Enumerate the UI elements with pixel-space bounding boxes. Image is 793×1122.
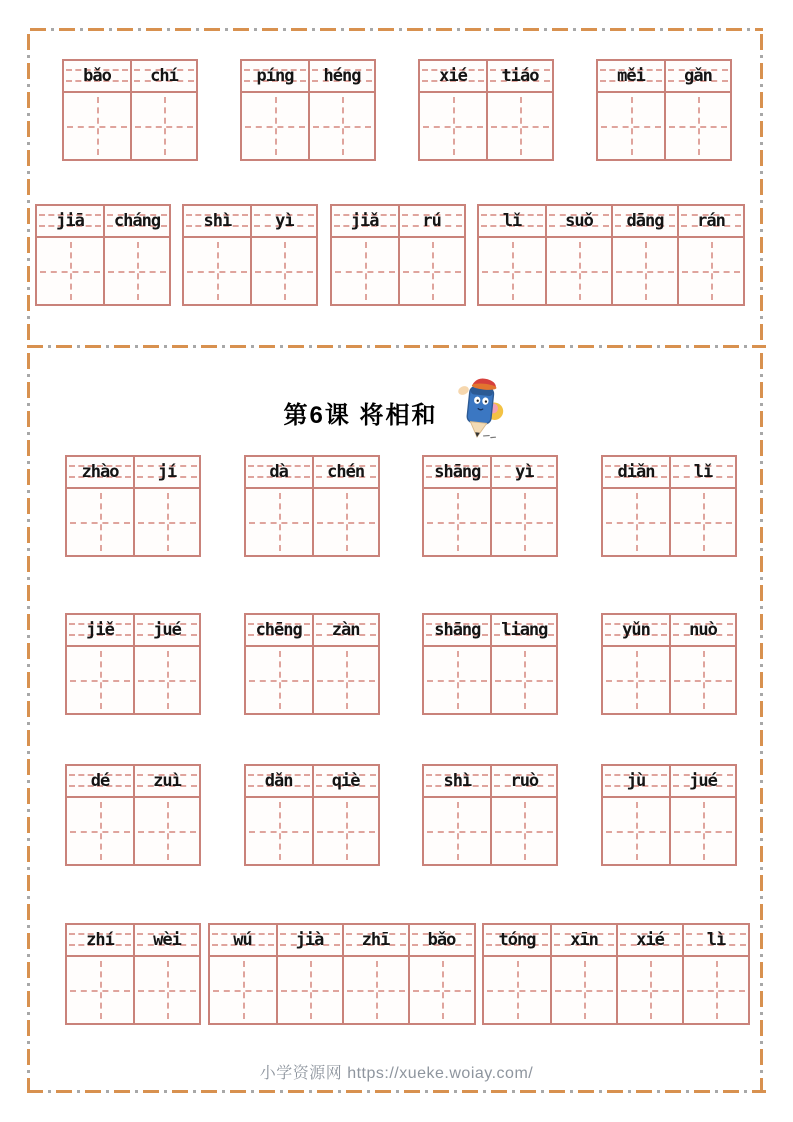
character-cell xyxy=(246,766,312,864)
writing-box xyxy=(684,957,748,1023)
writing-box xyxy=(64,93,130,159)
pinyin-label: jiǎ xyxy=(350,210,379,231)
pencil-mascot-icon xyxy=(452,375,510,441)
character-cell xyxy=(598,61,664,159)
pinyin-guide-box xyxy=(135,766,199,798)
lesson-title: 第6课 将相和 xyxy=(283,401,438,429)
word-grid xyxy=(330,204,466,306)
pinyin-guide-box xyxy=(242,61,308,93)
pinyin-guide-box xyxy=(671,457,735,489)
character-cell xyxy=(67,457,133,555)
character-cell xyxy=(677,206,743,304)
pinyin-label: liang xyxy=(501,619,548,640)
writing-box xyxy=(105,238,169,304)
word-grid xyxy=(65,455,201,557)
writing-box xyxy=(246,489,312,555)
writing-box xyxy=(67,957,133,1023)
pinyin-guide-box xyxy=(618,925,682,957)
pinyin-guide-box xyxy=(67,925,133,957)
word-grid xyxy=(62,59,198,161)
pinyin-label: yǔn xyxy=(622,619,650,640)
writing-box xyxy=(484,957,550,1023)
pinyin-label: bǎo xyxy=(83,65,111,86)
word-grid xyxy=(482,923,750,1025)
pinyin-guide-box xyxy=(64,61,130,93)
writing-box xyxy=(37,238,103,304)
character-cell xyxy=(424,615,490,713)
writing-box xyxy=(242,93,308,159)
pinyin-label: jué xyxy=(689,770,717,791)
character-cell xyxy=(130,61,196,159)
writing-box xyxy=(132,93,196,159)
pinyin-guide-box xyxy=(67,766,133,798)
pinyin-label: shì xyxy=(443,770,472,791)
pinyin-label: diǎn xyxy=(617,461,655,482)
pinyin-label: zhào xyxy=(81,461,119,482)
pinyin-label: lǐ xyxy=(502,210,522,231)
word-grid xyxy=(244,764,380,866)
pinyin-guide-box xyxy=(424,766,490,798)
pinyin-label: měi xyxy=(617,65,645,86)
character-cell xyxy=(490,615,556,713)
pinyin-label: jià xyxy=(295,929,324,950)
character-cell xyxy=(479,206,545,304)
writing-box xyxy=(424,647,490,713)
character-cell xyxy=(603,457,669,555)
writing-box xyxy=(479,238,545,304)
character-cell xyxy=(682,925,748,1023)
character-cell xyxy=(133,457,199,555)
pinyin-label: xié xyxy=(439,65,467,86)
writing-box xyxy=(424,489,490,555)
word-grid xyxy=(65,764,201,866)
writing-box xyxy=(492,647,556,713)
pinyin-guide-box xyxy=(246,766,312,798)
character-cell xyxy=(550,925,616,1023)
character-cell xyxy=(184,206,250,304)
character-cell xyxy=(424,457,490,555)
pinyin-label: lǐ xyxy=(693,461,713,482)
word-grid xyxy=(244,613,380,715)
character-cell xyxy=(616,925,682,1023)
pinyin-guide-box xyxy=(135,615,199,647)
character-cell xyxy=(669,457,735,555)
pinyin-label: tiáo xyxy=(501,65,539,86)
writing-box xyxy=(310,93,374,159)
writing-box xyxy=(410,957,474,1023)
pinyin-label: chén xyxy=(327,461,365,482)
pinyin-guide-box xyxy=(310,61,374,93)
writing-box xyxy=(135,489,199,555)
pinyin-guide-box xyxy=(67,457,133,489)
pinyin-label: cháng xyxy=(113,210,161,231)
lesson-header xyxy=(0,383,793,441)
pinyin-label: ruò xyxy=(510,770,539,791)
character-cell xyxy=(67,615,133,713)
pinyin-label: wú xyxy=(233,929,252,950)
character-cell xyxy=(484,925,550,1023)
character-cell xyxy=(664,61,730,159)
writing-box xyxy=(314,647,378,713)
pinyin-guide-box xyxy=(666,61,730,93)
writing-box xyxy=(67,489,133,555)
character-cell xyxy=(669,615,735,713)
writing-box xyxy=(671,489,735,555)
writing-box xyxy=(666,93,730,159)
writing-box xyxy=(135,647,199,713)
character-cell xyxy=(133,925,199,1023)
pinyin-guide-box xyxy=(132,61,196,93)
writing-box xyxy=(492,798,556,864)
pinyin-guide-box xyxy=(603,615,669,647)
pinyin-label: qiè xyxy=(331,770,360,791)
pinyin-label: shì xyxy=(203,210,232,231)
writing-box xyxy=(67,798,133,864)
character-cell xyxy=(420,61,486,159)
word-grid xyxy=(65,923,201,1025)
writing-box xyxy=(135,798,199,864)
pinyin-label: yì xyxy=(275,210,294,231)
writing-box xyxy=(332,238,398,304)
pinyin-guide-box xyxy=(424,457,490,489)
pinyin-guide-box xyxy=(332,206,398,238)
word-grid xyxy=(601,455,737,557)
pinyin-label: suǒ xyxy=(565,210,593,231)
writing-box xyxy=(603,489,669,555)
pinyin-guide-box xyxy=(135,925,199,957)
pinyin-guide-box xyxy=(547,206,611,238)
word-grid xyxy=(601,764,737,866)
pinyin-guide-box xyxy=(135,457,199,489)
writing-box xyxy=(184,238,250,304)
writing-box xyxy=(210,957,276,1023)
writing-box xyxy=(603,647,669,713)
pinyin-guide-box xyxy=(484,925,550,957)
pinyin-guide-box xyxy=(671,766,735,798)
pinyin-label: jí xyxy=(157,461,177,482)
word-grid-row xyxy=(30,764,763,866)
word-grid-row xyxy=(30,613,763,715)
pinyin-label: dà xyxy=(269,461,288,482)
character-cell xyxy=(398,206,464,304)
character-cell xyxy=(133,766,199,864)
pinyin-guide-box xyxy=(424,615,490,647)
character-cell xyxy=(250,206,316,304)
pinyin-guide-box xyxy=(184,206,250,238)
pinyin-guide-box xyxy=(246,615,312,647)
pinyin-guide-box xyxy=(252,206,316,238)
pinyin-label: tóng xyxy=(498,929,536,950)
character-cell xyxy=(37,206,103,304)
writing-box xyxy=(552,957,616,1023)
pinyin-label: jù xyxy=(626,770,646,791)
writing-box xyxy=(400,238,464,304)
pinyin-guide-box xyxy=(67,615,133,647)
pinyin-guide-box xyxy=(492,457,556,489)
word-grid xyxy=(601,613,737,715)
pinyin-guide-box xyxy=(278,925,342,957)
writing-box xyxy=(420,93,486,159)
character-cell xyxy=(67,925,133,1023)
character-cell xyxy=(308,61,374,159)
writing-box xyxy=(135,957,199,1023)
character-cell xyxy=(424,766,490,864)
pinyin-label: píng xyxy=(256,65,294,86)
character-cell xyxy=(545,206,611,304)
character-cell xyxy=(242,61,308,159)
character-cell xyxy=(603,766,669,864)
pinyin-guide-box xyxy=(684,925,748,957)
word-grid xyxy=(182,204,318,306)
word-grid-row xyxy=(30,204,763,306)
character-cell xyxy=(611,206,677,304)
character-cell xyxy=(486,61,552,159)
writing-box xyxy=(492,489,556,555)
word-grid xyxy=(244,455,380,557)
pinyin-label: wèi xyxy=(153,929,181,950)
pinyin-label: shāng xyxy=(434,619,481,640)
character-cell xyxy=(64,61,130,159)
pinyin-guide-box xyxy=(492,766,556,798)
writing-box xyxy=(314,798,378,864)
character-cell xyxy=(332,206,398,304)
word-grid xyxy=(596,59,732,161)
writing-box xyxy=(246,647,312,713)
character-cell xyxy=(133,615,199,713)
word-grid xyxy=(422,764,558,866)
pinyin-label: dāng xyxy=(626,210,664,231)
word-grid xyxy=(418,59,554,161)
pinyin-label: jiě xyxy=(86,619,114,640)
pinyin-label: chēng xyxy=(255,619,302,640)
pinyin-guide-box xyxy=(479,206,545,238)
pinyin-guide-box xyxy=(344,925,408,957)
writing-box xyxy=(603,798,669,864)
pinyin-label: rú xyxy=(422,210,441,231)
pinyin-label: jiā xyxy=(56,210,84,231)
word-grid xyxy=(477,204,745,306)
pinyin-label: bǎo xyxy=(427,929,456,950)
character-cell xyxy=(67,766,133,864)
section-divider xyxy=(27,345,766,348)
pinyin-label: chí xyxy=(150,65,178,86)
frame-top-border xyxy=(30,28,763,31)
pinyin-label: xīn xyxy=(570,929,598,950)
character-cell xyxy=(246,457,312,555)
pinyin-label: rán xyxy=(697,210,725,231)
character-cell xyxy=(603,615,669,713)
writing-box xyxy=(547,238,611,304)
word-grid xyxy=(422,455,558,557)
word-grid-row xyxy=(30,923,763,1025)
word-grid xyxy=(65,613,201,715)
pinyin-guide-box xyxy=(420,61,486,93)
frame-bottom-border xyxy=(27,1090,766,1093)
pinyin-guide-box xyxy=(410,925,474,957)
footer-watermark: 小学资源网 https://xueke.woiay.com/ xyxy=(259,1065,534,1082)
word-grid xyxy=(240,59,376,161)
pinyin-guide-box xyxy=(314,457,378,489)
pinyin-label: lì xyxy=(706,929,726,950)
character-cell xyxy=(210,925,276,1023)
pinyin-guide-box xyxy=(314,615,378,647)
writing-box xyxy=(679,238,743,304)
pinyin-guide-box xyxy=(613,206,677,238)
character-cell xyxy=(312,615,378,713)
character-cell xyxy=(103,206,169,304)
pinyin-guide-box xyxy=(105,206,169,238)
pinyin-label: xié xyxy=(636,929,664,950)
writing-box xyxy=(618,957,682,1023)
pinyin-label: zhī xyxy=(361,929,390,950)
word-grid-row xyxy=(30,455,763,557)
writing-box xyxy=(314,489,378,555)
pinyin-label: yì xyxy=(515,461,534,482)
writing-box xyxy=(67,647,133,713)
pinyin-guide-box xyxy=(210,925,276,957)
pinyin-guide-box xyxy=(552,925,616,957)
pinyin-label: dǎn xyxy=(264,770,293,791)
character-cell xyxy=(312,766,378,864)
pinyin-label: jué xyxy=(153,619,181,640)
pinyin-label: shāng xyxy=(434,461,481,482)
character-cell xyxy=(490,457,556,555)
pinyin-guide-box xyxy=(400,206,464,238)
writing-box xyxy=(613,238,677,304)
pinyin-guide-box xyxy=(488,61,552,93)
character-cell xyxy=(342,925,408,1023)
character-cell xyxy=(669,766,735,864)
pinyin-label: zhí xyxy=(86,929,114,950)
pinyin-guide-box xyxy=(314,766,378,798)
pinyin-guide-box xyxy=(603,766,669,798)
pinyin-label: héng xyxy=(323,65,361,86)
writing-box xyxy=(252,238,316,304)
word-grid xyxy=(208,923,476,1025)
pinyin-label: dé xyxy=(90,770,110,791)
word-grid-row xyxy=(30,59,763,161)
pinyin-guide-box xyxy=(246,457,312,489)
writing-box xyxy=(671,647,735,713)
character-cell xyxy=(408,925,474,1023)
writing-box xyxy=(344,957,408,1023)
pinyin-guide-box xyxy=(598,61,664,93)
pinyin-guide-box xyxy=(671,615,735,647)
writing-box xyxy=(488,93,552,159)
character-cell xyxy=(490,766,556,864)
pinyin-label: zàn xyxy=(331,619,360,640)
pinyin-guide-box xyxy=(37,206,103,238)
writing-box xyxy=(246,798,312,864)
writing-box xyxy=(424,798,490,864)
pinyin-guide-box xyxy=(492,615,556,647)
pinyin-label: gǎn xyxy=(684,65,712,86)
pinyin-label: zuì xyxy=(153,770,181,791)
pinyin-guide-box xyxy=(603,457,669,489)
character-cell xyxy=(312,457,378,555)
word-grid xyxy=(35,204,171,306)
writing-box xyxy=(671,798,735,864)
pinyin-guide-box xyxy=(679,206,743,238)
character-cell xyxy=(276,925,342,1023)
character-cell xyxy=(246,615,312,713)
writing-box xyxy=(278,957,342,1023)
pinyin-label: nuò xyxy=(689,619,717,640)
writing-box xyxy=(598,93,664,159)
word-grid xyxy=(422,613,558,715)
